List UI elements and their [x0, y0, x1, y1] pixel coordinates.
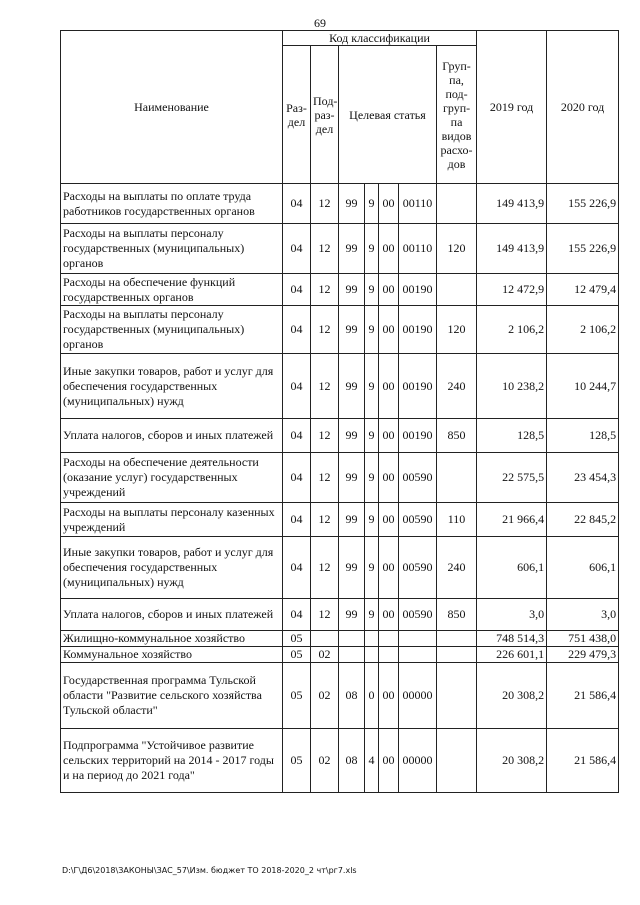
cell-2019: 21 966,4: [477, 503, 547, 537]
cell-target-event: 00: [379, 537, 399, 599]
page-number: 69: [314, 16, 326, 30]
cell-2019: 2 106,2: [477, 306, 547, 354]
cell-target-direction: [399, 631, 437, 647]
cell-target-program: 08: [339, 729, 365, 793]
cell-target-direction: 00190: [399, 354, 437, 419]
cell-section: 05: [283, 663, 311, 729]
col-target-header: Целевая статья: [339, 46, 437, 184]
cell-target-event: 00: [379, 184, 399, 224]
cell-target-program: 99: [339, 537, 365, 599]
cell-section: 05: [283, 631, 311, 647]
cell-2020: 2 106,2: [547, 306, 619, 354]
cell-group: [437, 453, 477, 503]
col-2020-header: 2020 год: [547, 31, 619, 184]
cell-target-event: 00: [379, 599, 399, 631]
cell-2019: 10 238,2: [477, 354, 547, 419]
cell-target-direction: 00590: [399, 537, 437, 599]
table-row: [61, 631, 619, 647]
cell-target-direction: 00000: [399, 663, 437, 729]
cell-target-program: 99: [339, 224, 365, 274]
cell-group: [437, 184, 477, 224]
cell-2019: 226 601,1: [477, 647, 547, 663]
cell-target-direction: 00000: [399, 729, 437, 793]
cell-group: [437, 729, 477, 793]
cell-2020: 606,1: [547, 537, 619, 599]
cell-section: 04: [283, 599, 311, 631]
cell-2019: 606,1: [477, 537, 547, 599]
table-body: [61, 184, 619, 793]
cell-2020: 21 586,4: [547, 729, 619, 793]
cell-target-event: 00: [379, 663, 399, 729]
cell-subsection: 02: [311, 663, 339, 729]
cell-target-subprogram: 9: [365, 599, 379, 631]
cell-section: 04: [283, 354, 311, 419]
cell-section: 04: [283, 453, 311, 503]
cell-target-direction: 00110: [399, 184, 437, 224]
cell-2020: 22 845,2: [547, 503, 619, 537]
cell-group: [437, 647, 477, 663]
cell-2019: 20 308,2: [477, 663, 547, 729]
cell-target-event: 00: [379, 503, 399, 537]
cell-2020: 128,5: [547, 419, 619, 453]
table-row: [61, 184, 619, 224]
cell-target-direction: 00190: [399, 419, 437, 453]
cell-target-direction: 00590: [399, 453, 437, 503]
cell-target-direction: 00110: [399, 224, 437, 274]
cell-target-event: 00: [379, 453, 399, 503]
cell-subsection: 02: [311, 647, 339, 663]
row-name: Уплата налогов, сборов и иных платежей: [61, 419, 283, 453]
row-name: Расходы на выплаты по оплате труда работников государственных органов: [61, 184, 283, 224]
cell-target-direction: [399, 647, 437, 663]
cell-target-program: [339, 647, 365, 663]
row-name: Расходы на обеспечение функций государственных органов: [61, 274, 283, 306]
cell-section: 04: [283, 224, 311, 274]
cell-2020: 12 479,4: [547, 274, 619, 306]
cell-target-program: 99: [339, 453, 365, 503]
row-name: Коммунальное хозяйство: [61, 647, 283, 663]
cell-section: 04: [283, 274, 311, 306]
table-row: [61, 647, 619, 663]
table-row: [61, 274, 619, 306]
cell-target-program: 99: [339, 354, 365, 419]
row-name: Расходы на выплаты персоналу казенных учреждений: [61, 503, 283, 537]
budget-table: [60, 30, 619, 793]
cell-target-subprogram: 9: [365, 274, 379, 306]
table-row: [61, 729, 619, 793]
cell-target-subprogram: [365, 647, 379, 663]
cell-target-event: 00: [379, 419, 399, 453]
row-name: Расходы на выплаты персоналу государственных (муниципальных) органов: [61, 224, 283, 274]
cell-subsection: 12: [311, 184, 339, 224]
cell-2019: 22 575,5: [477, 453, 547, 503]
cell-target-direction: 00590: [399, 503, 437, 537]
cell-2020: 155 226,9: [547, 184, 619, 224]
table-row: [61, 354, 619, 419]
cell-2020: 229 479,3: [547, 647, 619, 663]
cell-section: 04: [283, 537, 311, 599]
table-row: [61, 224, 619, 274]
cell-subsection: 12: [311, 354, 339, 419]
cell-group: [437, 631, 477, 647]
cell-target-program: 99: [339, 419, 365, 453]
row-name: Жилищно-коммунальное хозяйство: [61, 631, 283, 647]
cell-subsection: 02: [311, 729, 339, 793]
table-header: [61, 31, 619, 184]
cell-subsection: 12: [311, 274, 339, 306]
table-row: [61, 663, 619, 729]
cell-target-event: [379, 631, 399, 647]
cell-target-program: 99: [339, 599, 365, 631]
cell-2020: 751 438,0: [547, 631, 619, 647]
cell-target-subprogram: 9: [365, 453, 379, 503]
cell-group: 120: [437, 224, 477, 274]
cell-section: 04: [283, 306, 311, 354]
cell-group: [437, 663, 477, 729]
cell-section: 04: [283, 503, 311, 537]
cell-section: 04: [283, 184, 311, 224]
cell-group: 240: [437, 354, 477, 419]
cell-section: 05: [283, 647, 311, 663]
row-name: Расходы на выплаты персоналу государственных (муниципальных) органов: [61, 306, 283, 354]
table-row: [61, 537, 619, 599]
cell-group: [437, 274, 477, 306]
cell-target-direction: 00190: [399, 274, 437, 306]
cell-2019: 20 308,2: [477, 729, 547, 793]
col-group-header: Груп- па, под- груп- па видов расхо- дов: [437, 46, 477, 184]
row-name: Иные закупки товаров, работ и услуг для обеспечения государственных (муниципальных) нужд: [61, 537, 283, 599]
cell-subsection: 12: [311, 306, 339, 354]
cell-2020: 21 586,4: [547, 663, 619, 729]
cell-target-subprogram: 9: [365, 537, 379, 599]
cell-target-event: 00: [379, 274, 399, 306]
cell-group: 110: [437, 503, 477, 537]
cell-target-direction: 00190: [399, 306, 437, 354]
cell-target-event: 00: [379, 306, 399, 354]
cell-group: 850: [437, 599, 477, 631]
table-row: [61, 599, 619, 631]
cell-subsection: [311, 631, 339, 647]
cell-target-subprogram: 9: [365, 354, 379, 419]
row-name: Иные закупки товаров, работ и услуг для обеспечения государственных (муниципальных) нужд: [61, 354, 283, 419]
col-subsection-header: Под- раз- дел: [311, 46, 339, 184]
cell-group: 120: [437, 306, 477, 354]
cell-2019: 149 413,9: [477, 184, 547, 224]
table-row: [61, 503, 619, 537]
cell-subsection: 12: [311, 419, 339, 453]
cell-2020: 10 244,7: [547, 354, 619, 419]
cell-2019: 12 472,9: [477, 274, 547, 306]
cell-target-program: 99: [339, 306, 365, 354]
cell-subsection: 12: [311, 224, 339, 274]
cell-2020: 23 454,3: [547, 453, 619, 503]
cell-target-event: 00: [379, 354, 399, 419]
cell-target-direction: 00590: [399, 599, 437, 631]
cell-subsection: 12: [311, 537, 339, 599]
cell-subsection: 12: [311, 599, 339, 631]
cell-target-subprogram: 9: [365, 224, 379, 274]
cell-subsection: 12: [311, 503, 339, 537]
row-name: Расходы на обеспечение деятельности (оказание услуг) государственных учреждений: [61, 453, 283, 503]
cell-target-subprogram: 9: [365, 306, 379, 354]
cell-target-subprogram: 9: [365, 503, 379, 537]
cell-target-subprogram: 4: [365, 729, 379, 793]
cell-target-program: 99: [339, 184, 365, 224]
cell-target-program: 08: [339, 663, 365, 729]
cell-section: 04: [283, 419, 311, 453]
row-name: Подпрограмма "Устойчивое развитие сельских территорий на 2014 - 2017 годы и на период до 2021 года": [61, 729, 283, 793]
cell-2020: 3,0: [547, 599, 619, 631]
col-2019-header: 2019 год: [477, 31, 547, 184]
cell-target-subprogram: [365, 631, 379, 647]
cell-target-program: 99: [339, 274, 365, 306]
cell-target-event: 00: [379, 729, 399, 793]
cell-group: 850: [437, 419, 477, 453]
cell-subsection: 12: [311, 453, 339, 503]
file-path-footer: D:\Г\Д6\2018\ЗАКОНЫ\ЗАС_57\Изм. бюджет ТО 2018-2020_2 чт\рг7.xls: [62, 866, 357, 875]
row-name: Государственная программа Тульской области "Развитие сельского хозяйства Тульской области": [61, 663, 283, 729]
cell-target-program: [339, 631, 365, 647]
cell-2019: 128,5: [477, 419, 547, 453]
cell-2020: 155 226,9: [547, 224, 619, 274]
table-row: [61, 306, 619, 354]
table-row: [61, 419, 619, 453]
cell-2019: 149 413,9: [477, 224, 547, 274]
col-code-header: Код классификации: [283, 31, 477, 46]
cell-target-event: 00: [379, 224, 399, 274]
cell-target-event: [379, 647, 399, 663]
row-name: Уплата налогов, сборов и иных платежей: [61, 599, 283, 631]
table-row: [61, 453, 619, 503]
cell-section: 05: [283, 729, 311, 793]
cell-target-subprogram: 0: [365, 663, 379, 729]
col-name-header: Наименование: [61, 31, 283, 184]
cell-target-program: 99: [339, 503, 365, 537]
cell-group: 240: [437, 537, 477, 599]
col-section-header: Раз- дел: [283, 46, 311, 184]
cell-target-subprogram: 9: [365, 419, 379, 453]
cell-2019: 3,0: [477, 599, 547, 631]
cell-target-subprogram: 9: [365, 184, 379, 224]
cell-2019: 748 514,3: [477, 631, 547, 647]
